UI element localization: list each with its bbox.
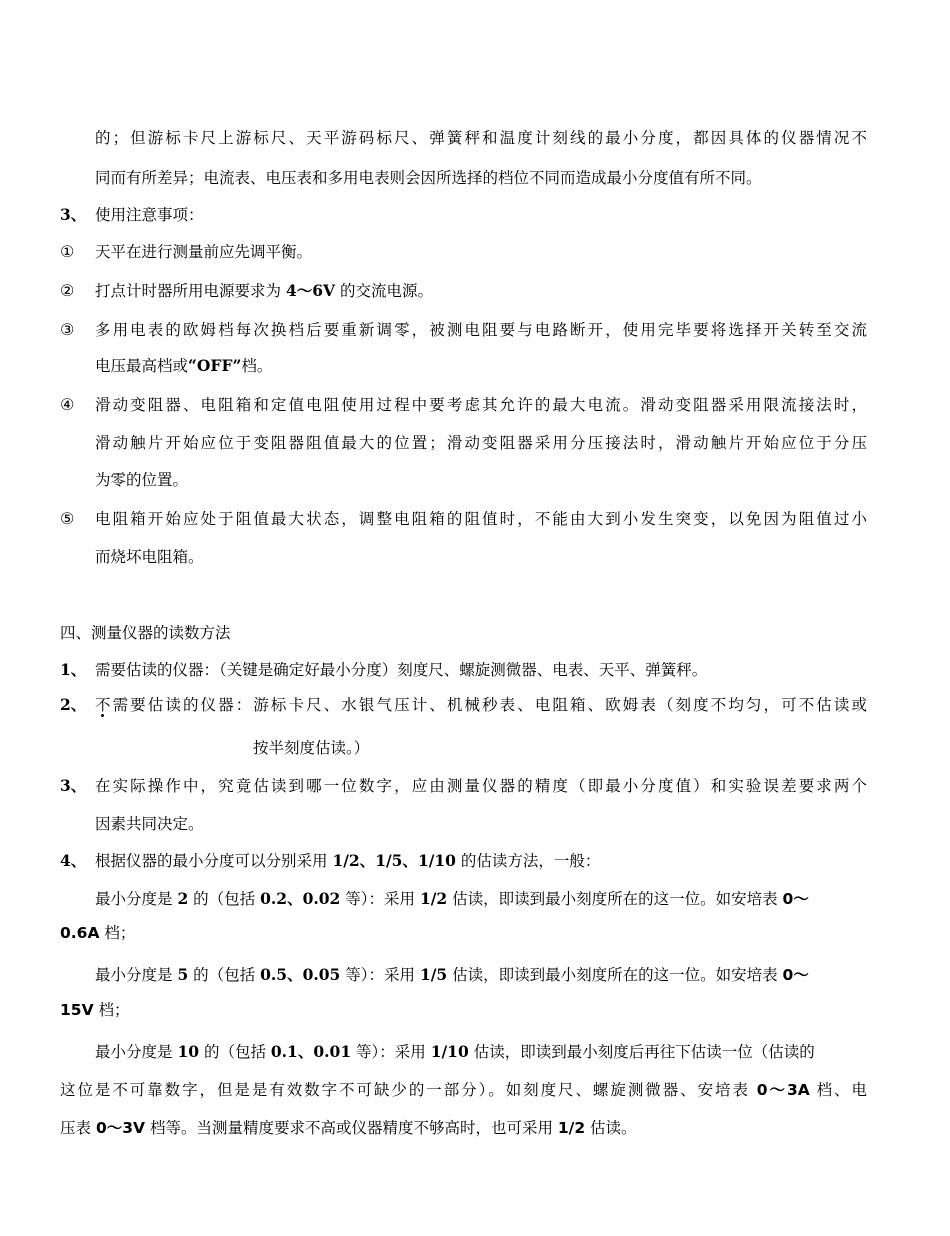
emphasis-dot [101,714,104,717]
note-marker-2: ② [60,281,75,300]
note-4-line-3: 为零的位置。 [95,471,189,489]
note-5-line-2: 而烧坏电阻箱。 [95,548,204,566]
note-2-line-1: 打点计时器所用电源要求为 4～6V 的交流电源。 [95,281,433,300]
sec4-number-2: 2、 [60,695,87,714]
section-4-heading: 四、测量仪器的读数方法 [60,624,231,642]
sec4-item-2-line-2: 按半刻度估读。） [253,739,370,757]
note-3-line-1: 多用电表的欧姆档每次换档后要重新调零，被测电阻要与电路断开，使用完毕要将选择开关转至交流 [95,321,867,339]
rule-2-line-1: 最小分度是 2 的（包括 0.2、0.02 等）：采用 1/2 估读，即读到最小刻度所在的这一位。如安培表 0～ [95,889,809,908]
note-marker-5: ⑤ [60,509,75,528]
sec4-number-4: 4、 [60,851,87,870]
sec4-number-3: 3、 [60,776,87,795]
note-4-line-1: 滑动变阻器、电阻箱和定值电阻使用过程中要考虑其允许的最大电流。滑动变阻器采用限流接法时， [95,396,867,414]
note-3-line-2: 电压最高档或“OFF”档。 [95,356,273,375]
rule-10-line-1: 最小分度是 10 的（包括 0.1、0.01 等）：采用 1/10 估读，即读到最小刻度后再往下估读一位（估读的 [95,1042,815,1061]
note-marker-3: ③ [60,320,75,339]
note-1-line-1: 天平在进行测量前应先调平衡。 [95,243,313,261]
sec4-number-1: 1、 [60,660,87,679]
rule-10-line-3: 压表 0～3V 档等。当测量精度要求不高或仪器精度不够高时，也可采用 1/2 估读。 [60,1119,637,1137]
sec4-item-4-line-1: 根据仪器的最小分度可以分别采用 1/2、1/5、1/10 的估读方法，一般： [95,851,601,870]
note-marker-4: ④ [60,395,75,414]
sec4-item-2-line-1: 不需要估读的仪器：游标卡尺、水银气压计、机械秒表、电阻箱、欧姆表（刻度不均匀，可不估读或 [95,696,867,714]
rule-5-line-2: 15V 档； [60,1001,130,1019]
notes-number: 3、 [60,205,87,224]
rule-10-line-2: 这位是不可靠数字，但是是有效数字不可缺少的一部分）。如刻度尺、螺旋测微器、安培表 0～3A 档、电 [60,1081,867,1099]
sec4-item-1-line-1: 需要估读的仪器：（关键是确定好最小分度）刻度尺、螺旋测微器、电表、天平、弹簧秤。 [95,661,708,679]
intro-line-1: 的；但游标卡尺上游标尺、天平游码标尺、弹簧秤和温度计刻线的最小分度，都因具体的仪器情况不 [95,129,867,147]
rule-2-line-2: 0.6A 档； [60,924,136,942]
intro-line-2: 同而有所差异；电流表、电压表和多用电表则会因所选择的档位不同而造成最小分度值有所不同。 [95,169,762,187]
notes-title: 使用注意事项： [95,206,204,224]
sec4-item-3-line-1: 在实际操作中，究竟估读到哪一位数字，应由测量仪器的精度（即最小分度值）和实验误差要求两个 [95,777,867,795]
note-5-line-1: 电阻箱开始应处于阻值最大状态，调整电阻箱的阻值时，不能由大到小发生突变，以免因为阻值过小 [95,510,867,528]
note-marker-1: ① [60,242,75,261]
note-4-line-2: 滑动触片开始应位于变阻器阻值最大的位置；滑动变阻器采用分压接法时，滑动触片开始应位于分压 [95,434,867,452]
rule-5-line-1: 最小分度是 5 的（包括 0.5、0.05 等）：采用 1/5 估读，即读到最小刻度所在的这一位。如安培表 0～ [95,965,809,984]
sec4-item-3-line-2: 因素共同决定。 [95,815,204,833]
